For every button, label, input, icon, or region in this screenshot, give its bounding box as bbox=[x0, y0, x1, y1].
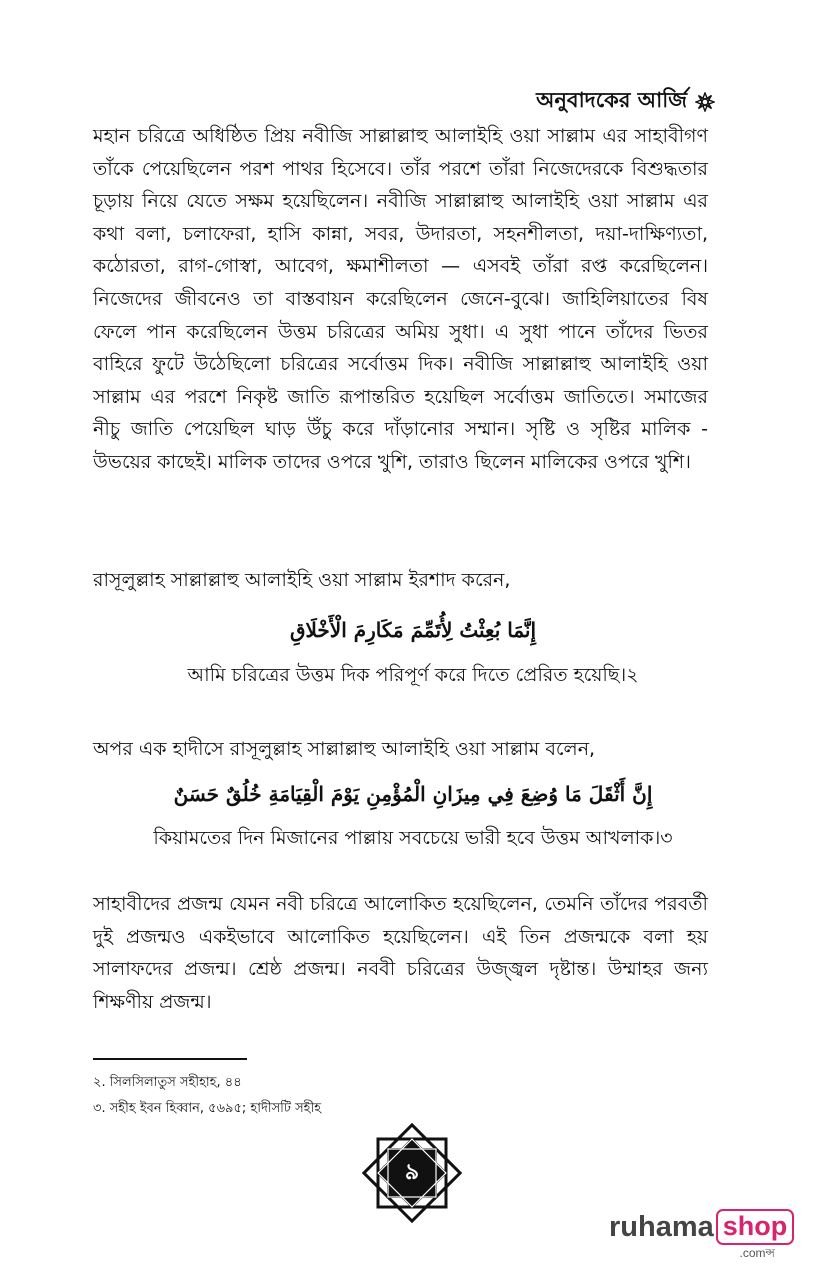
hadith-arabic-1: إِنَّمَا بُعِثْتُ لِأُتَمِّمَ مَكَارِمَ الْأَخْلَاقِ bbox=[289, 618, 537, 642]
brand-suffix: .comন্স bbox=[739, 1246, 775, 1260]
hadith-translation-2: কিয়ামতের দিন মিজানের পাল্লায় সবচেয়ে ভারী হবে উত্তম আখলাক।৩ bbox=[153, 827, 673, 849]
hadith-arabic-2: إِنَّ أَثْقَلَ مَا وُضِعَ فِي مِيزَانِ الْمُؤْمِنِ يَوْمَ الْقِيَامَةِ خُلُقٌ حَسَنٌ bbox=[173, 782, 653, 806]
hadith-translation-1: আমি চরিত্রের উত্তম দিক পরিপূর্ণ করে দিতে প্রেরিত হয়েছি।২ bbox=[187, 664, 639, 686]
hadith-intro-2: অপর এক হাদীসে রাসূলুল্লাহ সাল্লাল্লাহু আলাইহি ওয়া সাল্লাম বলেন, bbox=[93, 738, 596, 760]
footnote-2: ২. সিলসিলাতুস সহীহাহ, ৪৪ bbox=[93, 1075, 242, 1090]
page-number: ৯ bbox=[404, 1159, 420, 1185]
footnote-3: ৩. সহীহ ইবন হিব্বান, ৫৬৯৫; হাদীসটি সহীহ bbox=[93, 1101, 322, 1116]
running-header bbox=[536, 84, 715, 119]
hadith-intro-1: রাসূলুল্লাহ সাল্লাল্লাহু আলাইহি ওয়া সাল্লাম ইরশাদ করেন, bbox=[93, 569, 511, 591]
brand-logo bbox=[609, 1209, 794, 1245]
page-number-badge bbox=[362, 1123, 462, 1223]
footnote-divider bbox=[93, 1058, 247, 1060]
chapter-title: অনুবাদকের আর্জি bbox=[536, 88, 687, 112]
brand-name-part1: ruhama bbox=[609, 1210, 714, 1243]
flower-ornament-icon bbox=[695, 92, 715, 112]
opening-paragraph: মহান চরিত্রে অধিষ্ঠিত প্রিয় নবীজি সাল্লাল্লাহু আলাইহি ওয়া সাল্লাম এর সাহাবীগণ তাঁকে পেয়েছিলেন পরশ পাথর হিসেবে। তাঁর পরশে তাঁরা নিজেদেরকে বিশুদ্ধতার চূড়ায় নিয়ে যেতে সক্ষম হয়েছিলেন। নবীজি সাল্লাল্লাহু আলাইহি ওয়া সাল্লাম এর কথা বলা, চলাফেরা, হাসি কান্না, সবর, উদারতা, সহনশীলতা, দয়া-দাক্ষিণ্যতা, কঠোরতা, রাগ-গোস্বা, আবেগ, ক্ষমাশীলতা — এসবই তাঁরা রপ্ত করেছিলেন। নিজেদের জীবনেও তা বাস্তবায়ন করেছিলেন জেনে-বুঝে। জাহিলিয়াতের বিষ ফেলে পান করেছিলেন উত্তম চরিত্রের অমিয় সুধা। এ সুধা পানে তাঁদের ভিতর বাহিরে ফুটে উঠেছিলো চরিত্রের সর্বোত্তম দিক। নবীজি সাল্লাল্লাহু আলাইহি ওয়া সাল্লাম এর পরশে নিকৃষ্ট জাতি রূপান্তরিত হয়েছিল সর্বোত্তম জাতিতে। সমাজের নীচু জাতি পেয়েছিল ঘাড় উঁচু করে দাঁড়ানোর সম্মান। সৃষ্টি ও সৃষ্টির মালিক - উভয়ের কাছেই। মালিক তাদের ওপরে খুশি, তারাও ছিলেন মালিকের ওপরে খুশি। bbox=[93, 125, 708, 473]
closing-paragraph: সাহাবীদের প্রজন্ম যেমন নবী চরিত্রে আলোকিত হয়েছিলেন, তেমনি তাঁদের পরবর্তী দুই প্রজন্মও একইভাবে আলোকিত হয়েছিলেন। এই তিন প্রজন্মকে বলা হয় সালাফদের প্রজন্ম। শ্রেষ্ঠ প্রজন্ম। নববী চরিত্রের উজ্জ্বল দৃষ্টান্ত। উম্মাহর জন্য শিক্ষণীয় প্রজন্ম। bbox=[93, 893, 708, 1013]
brand-name-part2: shop bbox=[716, 1209, 795, 1245]
